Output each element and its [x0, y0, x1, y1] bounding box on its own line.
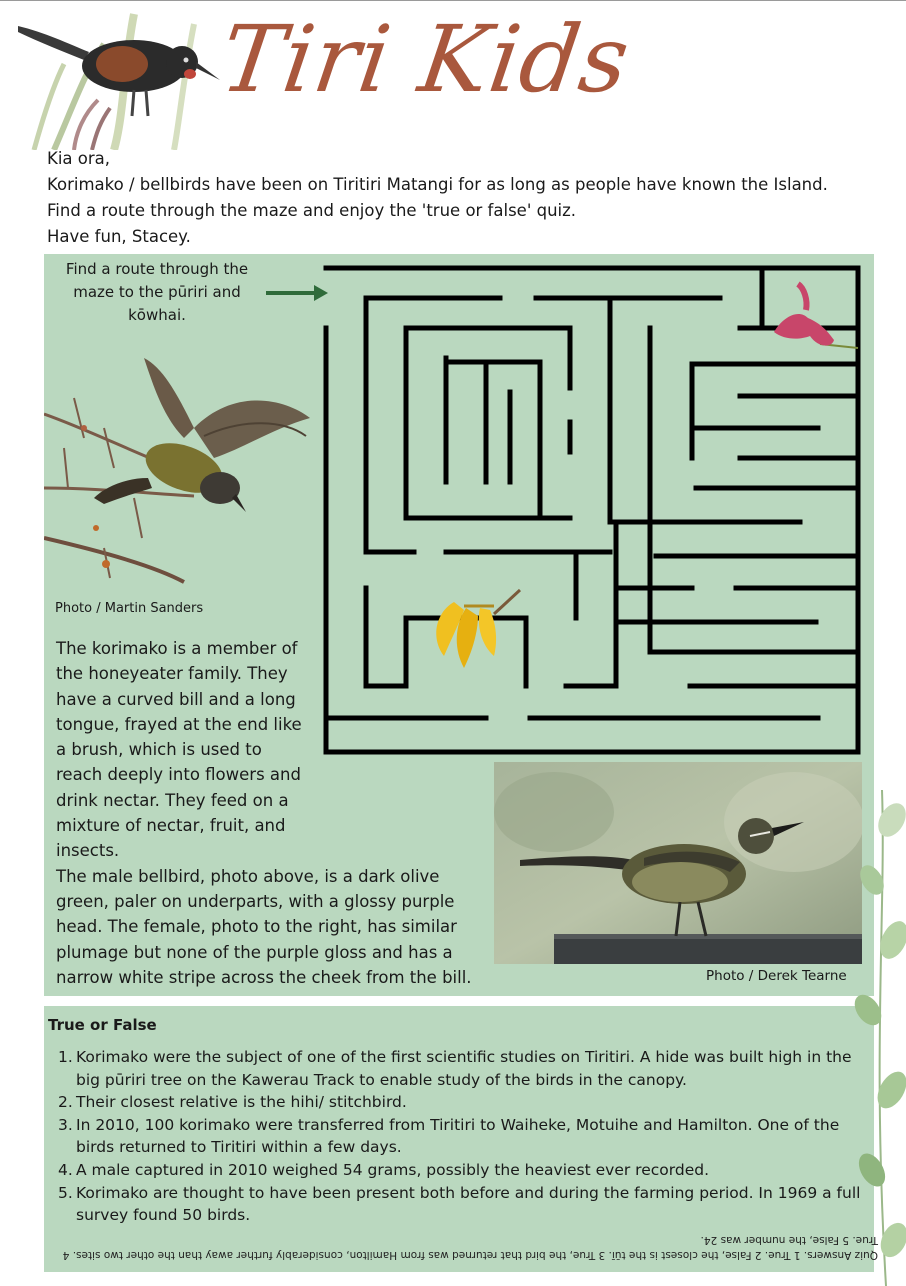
quiz-answers-upside-down: Quiz Answers. 1 True. 2 False, the closest is the tūī. 3 True, the bird that returned was from Hamilton, considerably further away than the other two sites. 4 True. 5 False, the number was 24.: [62, 1234, 878, 1261]
quiz-item-text: Korimako are thought to have been present both before and during the farming period. In 1969 a full survey found 50 birds.: [76, 1183, 861, 1225]
quiz-item-text: In 2010, 100 korimako were transferred from Tiritiri to Waiheke, Motuihe and Hamilton. One of the birds returned to Tiritiri within a few days.: [76, 1115, 840, 1157]
article-line: The male bellbird, photo above, is a dark olive: [56, 866, 440, 886]
quiz-item: [58, 1046, 870, 1091]
maze-caption-line: Find a route through the: [65, 260, 249, 278]
quiz-item-number: 5.: [58, 1183, 73, 1202]
puriri-flower-icon: [760, 278, 860, 358]
top-rule: [0, 0, 906, 1]
quiz-item-number: 4.: [58, 1160, 73, 1179]
maze-caption-line: maze to the pūriri and: [73, 283, 241, 301]
article-line: The korimako is a member of: [56, 639, 298, 658]
photo-credit-left: Photo / Martin Sanders: [55, 601, 204, 616]
signoff: Have fun, Stacey.: [47, 227, 191, 246]
bellbird-flying-photo: [44, 328, 314, 596]
article-line: have a curved bill and a long: [56, 689, 296, 709]
quiz-item: [58, 1182, 870, 1227]
article-line: the honeyeater family. They: [56, 664, 288, 684]
intro-line-2: Find a route through the maze and enjoy the 'true or false' quiz.: [47, 201, 577, 220]
article-line: head. The female, photo to the right, has similar: [56, 917, 457, 937]
quiz-item-number: 1.: [58, 1048, 73, 1066]
article-body: [56, 636, 472, 990]
article-line: green, paler on underparts, with a glossy purple: [56, 891, 455, 911]
greeting: Kia ora,: [47, 149, 110, 168]
quiz-item-number: 2.: [58, 1093, 73, 1112]
intro-line-1: Korimako / bellbirds have been on Tiritiri Matangi for as long as people have known the Island.: [47, 175, 828, 194]
quiz-item: [58, 1091, 870, 1114]
article-line: a brush, which is used to: [56, 740, 262, 760]
intro-text: [47, 146, 828, 250]
quiz-item-text: Their closest relative is the hihi/ stitchbird.: [76, 1093, 407, 1112]
quiz-item: [58, 1159, 870, 1182]
tieke-bird-illustration: [14, 4, 244, 150]
article-line: narrow white stripe across the cheek from the bill.: [56, 967, 472, 987]
photo-credit-right: Photo / Derek Tearne: [706, 968, 847, 984]
quiz-item-text: Korimako were the subject of one of the first scientific studies on Tiritiri. A hide was built high in the big pūriri tree on the Kawerau Track to enable study of the birds in the canopy.: [76, 1048, 852, 1089]
quiz-item-text: A male captured in 2010 weighed 54 grams, possibly the heaviest ever recorded.: [76, 1160, 709, 1179]
quiz-item-number: 3.: [58, 1115, 73, 1134]
maze-caption: [52, 258, 262, 327]
article-line: drink nectar. They feed on a: [56, 790, 289, 810]
article-line: plumage but none of the purple gloss and has a: [56, 942, 453, 962]
quiz-list: [58, 1046, 870, 1227]
page-title: Tiri Kids: [214, 6, 637, 113]
bellbird-perched-photo: [494, 762, 862, 964]
article-line: reach deeply into flowers and: [56, 765, 301, 785]
article-line: mixture of nectar, fruit, and: [56, 816, 286, 836]
maze-caption-line: kōwhai.: [128, 306, 186, 324]
quiz-item: [58, 1114, 870, 1159]
article-line: tongue, frayed at the end like: [56, 714, 302, 734]
quiz-title: True or False: [48, 1016, 157, 1034]
article-line: insects.: [56, 841, 120, 861]
leaf-decoration: [842, 790, 906, 1286]
